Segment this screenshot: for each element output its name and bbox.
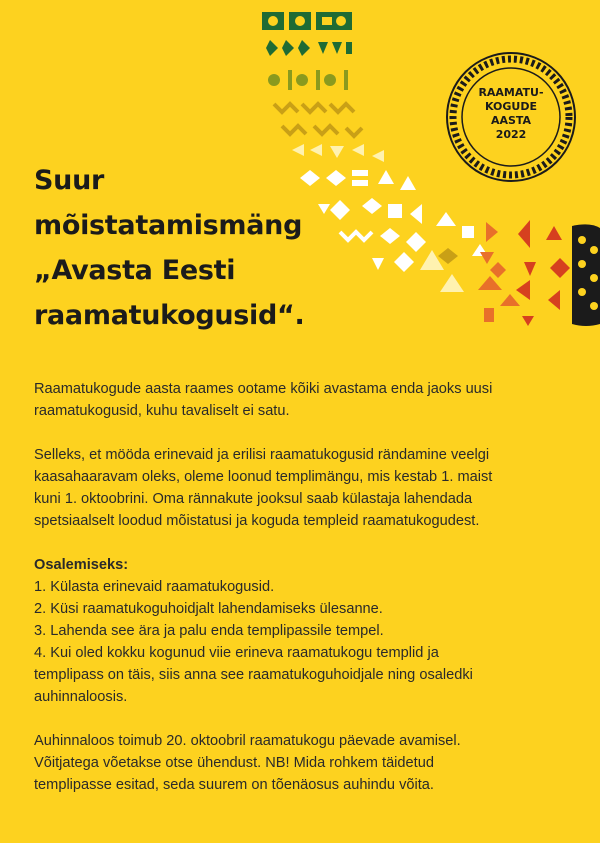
logo-line-4: 2022 xyxy=(495,128,527,141)
description-line: spetsiaalselt loodud mõistatusi ja koguda templeid raamatukogudest. xyxy=(34,513,480,529)
title-line: raamatukogusid“. xyxy=(34,300,305,331)
body-text xyxy=(34,378,579,818)
title-line: Suur xyxy=(34,165,105,196)
logo-line-3: AASTA xyxy=(490,114,532,127)
prize-line: Võitjatega võetakse otse ühendust. NB! Mida rohkem täidetud xyxy=(34,755,434,771)
intro-paragraph xyxy=(34,378,579,422)
intro-line: raamatukogusid, kuhu tavaliselt ei satu. xyxy=(34,403,290,419)
ornament-row-green xyxy=(262,12,352,30)
ornament-row-mix xyxy=(420,226,488,292)
description-paragraph xyxy=(34,444,579,532)
ornament-row-olive xyxy=(268,70,348,90)
logo-line-2: KOGUDE xyxy=(485,100,537,113)
description-line: kuni 1. oktoobrini. Oma rännakute jooksul saab külastaja lahendada xyxy=(34,491,473,507)
step-item: 1. Külasta erinevaid raamatukogusid. xyxy=(34,579,275,595)
page-title xyxy=(34,158,334,338)
ornament-row-green-2 xyxy=(266,40,352,56)
description-line: Selleks, et mööda erinevaid ja erilisi raamatukogusid rändamine veelgi xyxy=(34,447,490,463)
ornament-row-mustard xyxy=(274,104,362,136)
step-item: 4. Kui oled kokku kogunud viie erineva raamatukogu templid ja xyxy=(34,645,439,661)
ornament-row-orange xyxy=(478,222,520,322)
prize-line: templipasse esitad, seda suurem on tõenäosus auhindu võita. xyxy=(34,777,434,793)
participation-heading: Osalemiseks: xyxy=(34,557,129,573)
intro-line: Raamatukogude aasta raames ootame kõiki avastama enda jaoks uusi xyxy=(34,381,493,397)
description-line: kaasahaaravam oleks, oleme loonud templimängu, mis kestab 1. maist xyxy=(34,469,493,485)
title-line: „Avasta Eesti xyxy=(34,255,236,286)
ornament-row-dark xyxy=(572,224,600,326)
prize-paragraph xyxy=(34,730,579,796)
prize-line: Auhinnaloos toimub 20. oktoobril raamatukogu päevade avamisel. xyxy=(34,733,461,749)
title-line: mõistatamismäng xyxy=(34,210,303,241)
step-item: 3. Lahenda see ära ja palu enda templipassile tempel. xyxy=(34,623,384,639)
logo-line-1: RAAMATU- xyxy=(478,86,544,99)
ornament-row-red xyxy=(516,220,570,326)
step-item-continued: templipass on täis, siis anna see raamatukoguhoidjale ning osaledki xyxy=(34,667,473,683)
raamatukogude-aasta-logo xyxy=(444,50,578,184)
participation-steps xyxy=(34,576,579,708)
step-item-continued: auhinnaloosis. xyxy=(34,689,128,705)
step-item: 2. Küsi raamatukoguhoidjalt lahendamiseks ülesanne. xyxy=(34,601,383,617)
